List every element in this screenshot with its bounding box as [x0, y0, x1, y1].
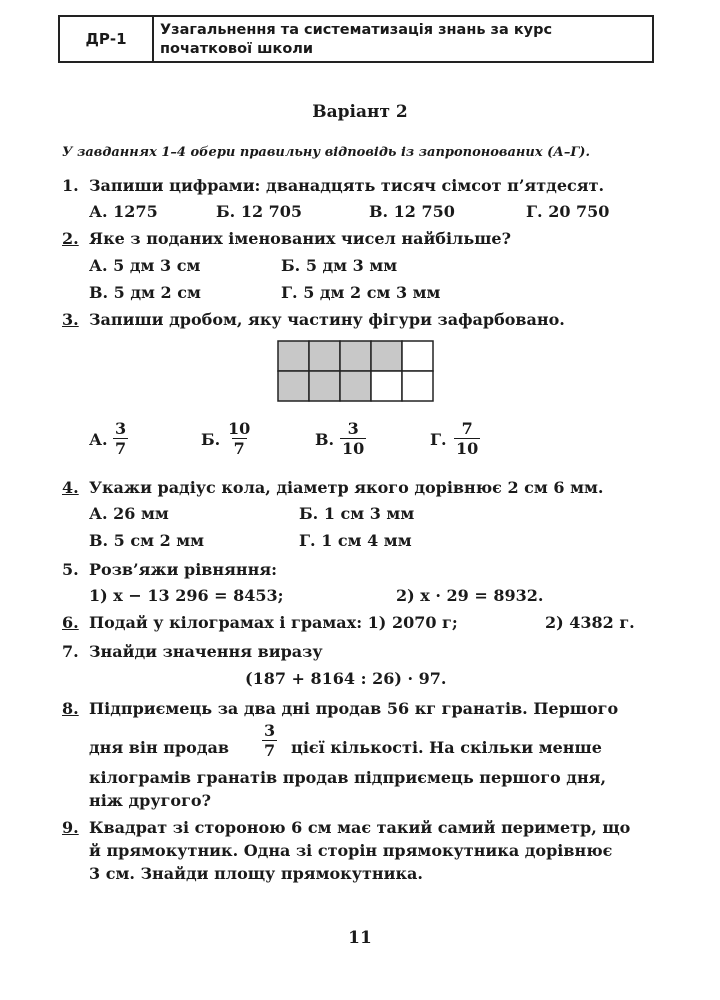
task-2-number: 2.: [62, 229, 79, 248]
task-2-option-c: В. 5 дм 2 см: [89, 283, 201, 302]
task-2-option-b: Б. 5 дм 3 мм: [281, 256, 398, 275]
task-3-option-b-letter: Б.: [201, 430, 221, 449]
shaded-cell: [278, 371, 309, 401]
task-4-text: Укажи радіус кола, діаметр якого дорівнює 2 см 6 мм.: [89, 478, 604, 497]
section-header: [58, 15, 654, 63]
task-1-option-b: Б. 12 705: [216, 202, 303, 221]
task-3-option-c-fraction: [340, 419, 366, 458]
task-2-option-a: А. 5 дм 3 см: [89, 256, 201, 275]
task-8-line-2-start: дня він продав: [89, 738, 229, 757]
shaded-cell: [371, 341, 402, 371]
fraction-denominator: 10: [342, 439, 365, 458]
section-title-line1: Узагальнення та систематизація знань за курс: [160, 22, 553, 38]
task-4-option-a: А. 26 мм: [89, 504, 169, 523]
task-8-line-2-end: цієї кількості. На скільки менше: [291, 738, 602, 757]
fraction-numerator: 10: [228, 419, 251, 438]
task-7-text: Знайди значення виразу: [89, 642, 323, 661]
task-1-option-d: Г. 20 750: [526, 202, 610, 221]
task-5-equation-2: 2) x · 29 = 8932.: [396, 586, 544, 605]
shaded-cell: [278, 341, 309, 371]
task-5-number: 5.: [62, 560, 79, 579]
task-5-equation-1: 1) x − 13 296 = 8453;: [89, 586, 284, 605]
task-7-number: 7.: [62, 642, 79, 661]
task-4-option-d: Г. 1 см 4 мм: [299, 531, 412, 550]
task-4-option-b: Б. 1 см 3 мм: [299, 504, 415, 523]
task-8-line-1: Підприємець за два дні продав 56 кг гранатів. Першого: [89, 699, 619, 718]
variant-title: Варіант 2: [312, 102, 408, 122]
empty-cell: [402, 371, 433, 401]
task-9-line-2: й прямокутник. Одна зі сторін прямокутника дорівнює: [89, 841, 613, 860]
task-3-option-b-fraction: [226, 419, 252, 458]
empty-cell: [371, 371, 402, 401]
fraction-denominator: 7: [264, 741, 276, 760]
fraction-denominator: 10: [456, 439, 479, 458]
task-7-expression: (187 + 8164 : 26) · 97.: [245, 669, 447, 688]
task-2-option-d: Г. 5 дм 2 см 3 мм: [281, 283, 441, 302]
task-8-line-3: кілограмів гранатів продав підприємець першого дня,: [89, 768, 607, 787]
task-3-option-a-letter: А.: [89, 430, 108, 449]
task-6-part-2: 2) 4382 г.: [545, 613, 635, 632]
task-9-number: 9.: [62, 818, 79, 837]
task-8-fraction: [262, 721, 277, 760]
fraction-numerator: 3: [264, 721, 276, 740]
fraction-denominator: 7: [115, 439, 127, 458]
task-8-line-4: ніж другого?: [89, 791, 211, 810]
shaded-cell: [309, 371, 340, 401]
task-1-text: Запиши цифрами: дванадцять тисяч сімсот п’ятдесят.: [89, 176, 605, 195]
section-title: [154, 17, 652, 61]
shaded-cell: [309, 341, 340, 371]
task-3-text: Запиши дробом, яку частину фігури зафарбовано.: [89, 310, 565, 329]
shaded-grid-figure: [277, 340, 437, 404]
page-number: 11: [348, 928, 372, 948]
task-6-number: 6.: [62, 613, 79, 632]
fraction-numerator: 7: [461, 419, 473, 438]
task-5-text: Розв’яжи рівняння:: [89, 560, 278, 579]
task-6-text: Подай у кілограмах і грамах: 1) 2070 г;: [89, 613, 458, 632]
task-4-number: 4.: [62, 478, 79, 497]
task-3-option-d-letter: Г.: [430, 430, 447, 449]
shaded-cell: [340, 341, 371, 371]
section-title-line2: початкової школи: [160, 41, 314, 57]
section-code: ДР-1: [60, 17, 154, 61]
task-3-option-a-fraction: [113, 419, 128, 458]
shaded-cell: [340, 371, 371, 401]
task-1-number: 1.: [62, 176, 79, 195]
task-3-option-c-letter: В.: [315, 430, 335, 449]
instruction: У завданнях 1–4 обери правильну відповідь із запропонованих (А–Г).: [62, 145, 590, 160]
empty-cell: [402, 341, 433, 371]
fraction-denominator: 7: [233, 439, 245, 458]
task-1-option-c: В. 12 750: [369, 202, 455, 221]
task-3-option-d-fraction: [454, 419, 480, 458]
fraction-numerator: 3: [115, 419, 127, 438]
task-4-option-c: В. 5 см 2 мм: [89, 531, 205, 550]
task-3-number: 3.: [62, 310, 79, 329]
task-9-line-1: Квадрат зі стороною 6 см має такий самий периметр, що: [89, 818, 631, 837]
fraction-numerator: 3: [347, 419, 359, 438]
task-9-line-3: 3 см. Знайди площу прямокутника.: [89, 864, 423, 883]
task-8-number: 8.: [62, 699, 79, 718]
task-2-text: Яке з поданих іменованих чисел найбільше?: [89, 229, 511, 248]
task-1-option-a: А. 1275: [89, 202, 158, 221]
